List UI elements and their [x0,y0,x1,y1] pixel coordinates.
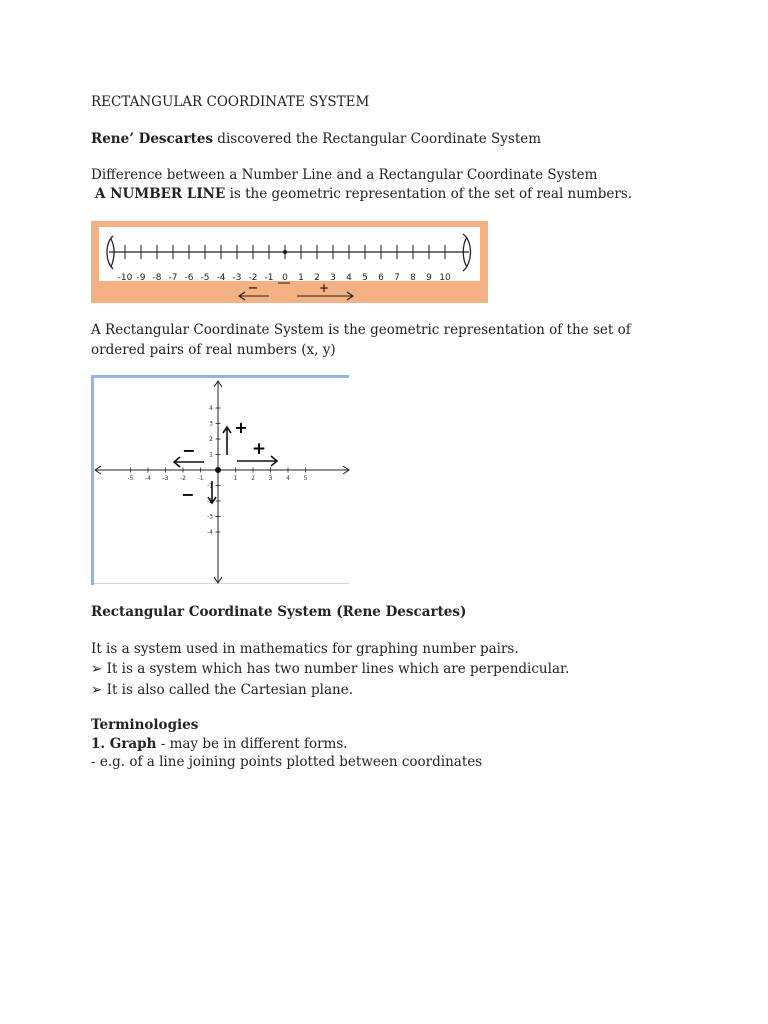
negative-direction-sign: − [247,281,259,296]
number-line-tick-label: 9 [426,273,432,283]
y-tick-label: 3 [209,420,213,428]
left-minus-sign: − [182,441,196,460]
x-tick-label: -3 [162,475,169,482]
number-line-tick-label: -2 [248,273,258,283]
number-line-tick-label: -10 [117,273,133,283]
bullet-item [91,660,569,678]
graph-example-line: - e.g. of a line joining points plotted between coordinates [91,754,483,770]
number-line-tick-label: -6 [184,273,194,283]
down-minus-sign: − [181,485,195,504]
graph-term-line [91,735,348,753]
number-line-tick-label: -8 [152,273,162,283]
number-line-tick-label: 2 [314,273,320,283]
number-line-tick-label: 4 [346,273,352,283]
number-line-tick-label: -1 [264,273,274,283]
number-line-tick-label: 10 [439,273,451,283]
x-tick-label: 2 [251,475,255,482]
x-tick-label: 1 [233,475,238,482]
number-line-definition-text: is the geometric representation of the set of real numbers. [225,186,633,202]
discoverer-line [91,130,541,148]
x-tick-label: -1 [197,475,204,482]
cartesian-plane-svg [91,375,353,587]
number-line-term: A NUMBER LINE [95,186,226,202]
x-tick-label: -4 [145,475,151,482]
origin-dot [283,250,287,254]
x-tick-label: 3 [268,475,273,482]
difference-line: Difference between a Number Line and a Rectangular Coordinate System [91,167,598,183]
cartesian-plane-figure [91,375,353,587]
up-arrow-icon [223,427,231,455]
bullet-text: It is also called the Cartesian plane. [106,682,353,698]
section-title: Rectangular Coordinate System (Rene Descartes) [91,604,467,620]
plane-frame-left [91,375,94,585]
bullet-text: It is a system which has two number lines which are perpendicular. [106,661,570,677]
x-tick-label: 5 [303,475,308,482]
plane-frame-bottom [94,583,349,584]
y-tick-label: -2 [207,498,213,505]
y-tick-label: 4 [209,405,213,412]
number-line-tick-label: 0 [282,273,288,283]
graph-term-text: - may be in different forms. [156,736,348,752]
number-line-figure [91,221,488,303]
bullet-item [91,681,353,699]
number-line-definition [95,185,632,203]
origin-point [215,467,221,473]
number-line-tick-label: 7 [394,273,400,283]
right-plus-sign: + [251,439,267,459]
plane-frame-top [91,375,349,378]
number-line-tick-label: -3 [232,273,242,283]
number-line-tick-label: -7 [168,273,178,283]
rcs-definition-line-2: ordered pairs of real numbers (x, y) [91,342,336,358]
discoverer-name: Rene’ Descartes [91,131,214,147]
y-tick-label: 2 [209,436,213,443]
y-tick-label: -3 [207,513,213,521]
number-line-tick-label: 8 [410,273,416,283]
number-line-tick-label: 1 [298,273,304,283]
y-tick-label: 1 [209,451,213,459]
number-line-tick-label: -5 [200,273,210,283]
y-tick-label: -4 [207,529,213,536]
up-plus-sign: + [234,418,248,437]
bullet-arrow-icon: ➢ [91,661,103,677]
discoverer-text: discovered the Rectangular Coordinate System [213,131,542,147]
number-line-tick-label: 5 [362,273,368,283]
terminologies-heading: Terminologies [91,717,199,733]
x-tick-label: -5 [127,475,134,482]
positive-direction-sign: + [318,281,330,295]
rcs-definition-line-1: A Rectangular Coordinate System is the geometric representation of the set of [91,322,631,338]
x-tick-label: 4 [286,475,290,482]
number-line-tick-label: -9 [136,273,146,283]
number-line-tick-label: 6 [378,273,384,283]
document-heading: RECTANGULAR COORDINATE SYSTEM [91,94,370,110]
intro-text: It is a system used in mathematics for graphing number pairs. [91,641,519,657]
graph-term-label: 1. Graph [91,736,157,752]
number-line-svg [91,221,488,303]
bullet-arrow-icon: ➢ [91,682,103,698]
number-line-tick-label: -4 [216,273,226,283]
x-tick-label: -2 [180,475,186,482]
number-line-tick-label: 3 [330,273,336,283]
y-tick-label: -1 [207,482,213,490]
